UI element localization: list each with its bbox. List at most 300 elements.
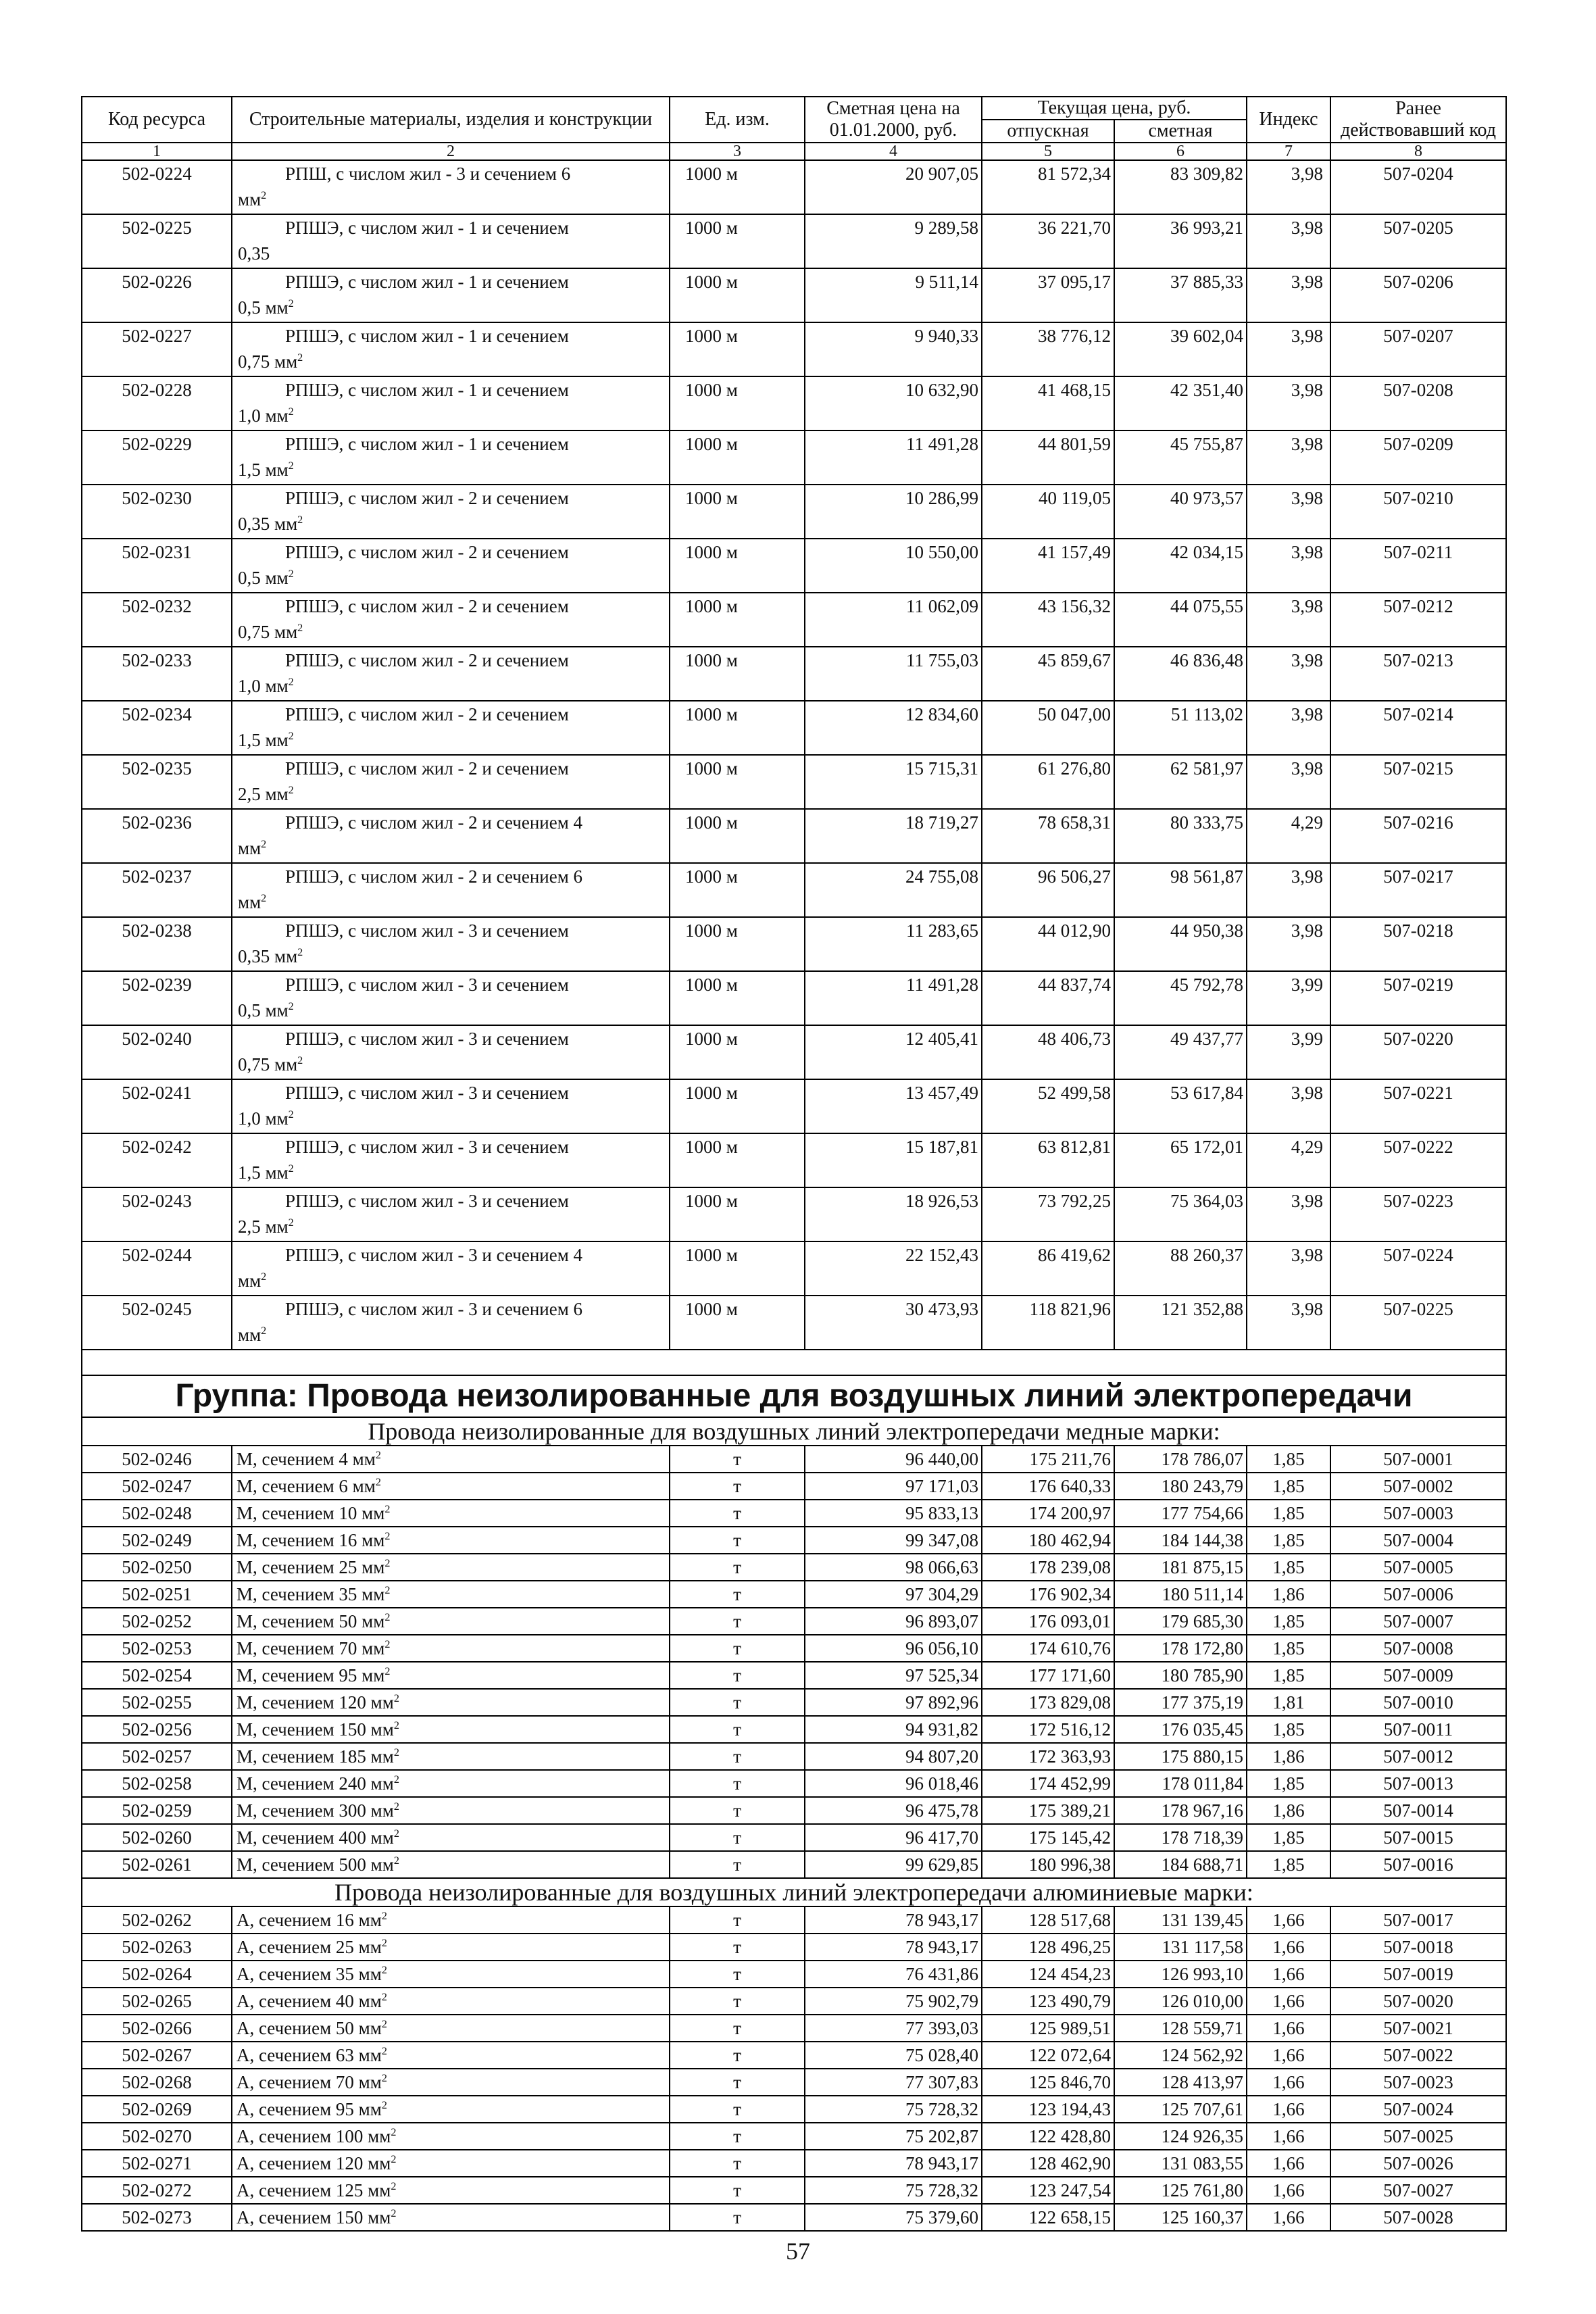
release-price: 37 095,17 [982,268,1114,322]
price-2000: 18 926,53 [805,1187,982,1241]
unit: 1000 м [670,809,805,863]
index-value: 1,85 [1247,1473,1330,1500]
material-name: А, сечением 125 $мм^2$ [232,2177,670,2204]
estimate-price: 125 707,61 [1114,2096,1247,2123]
material-name-line1: РПШЭ, с числом жил - 1 и сечением [285,380,569,400]
index-value: 1,81 [1247,1689,1330,1716]
price-table [81,96,1507,2232]
index-value: 3,99 [1247,1025,1330,1079]
material-name-line2: 1,5 $мм^2$ [238,1162,294,1183]
material-name-line1: РПШ, с числом жил - 3 и сечением 6 [285,164,571,184]
release-price: 178 239,08 [982,1554,1114,1581]
estimate-price: 44 075,55 [1114,593,1247,647]
table-row [82,1446,1506,1473]
material-name: М, сечением 10 $мм^2$ [232,1500,670,1527]
material-name: М, сечением 35 $мм^2$ [232,1581,670,1608]
column-number: 2 [232,143,670,160]
material-name: А, сечением 100 $мм^2$ [232,2123,670,2150]
release-price: 36 221,70 [982,214,1114,268]
material-name [232,1241,670,1296]
group-title: Группа: Провода неизолированные для воздушных линий электропередачи [82,1375,1506,1417]
resource-code: 502-0256 [82,1716,232,1743]
resource-code: 502-0237 [82,863,232,917]
old-code: 507-0014 [1330,1797,1506,1824]
release-price: 128 462,90 [982,2150,1114,2177]
price-2000: 11 491,28 [805,971,982,1025]
estimate-price: 80 333,75 [1114,809,1247,863]
resource-code: 502-0250 [82,1554,232,1581]
estimate-price: 178 172,80 [1114,1635,1247,1662]
unit: т [670,1608,805,1635]
index-value: 1,66 [1247,2123,1330,2150]
resource-code: 502-0240 [82,1025,232,1079]
material-name-line1: РПШЭ, с числом жил - 3 и сечением 6 [285,1299,583,1319]
copper-rows [82,1446,1506,1878]
material-name-line2: 0,35 [238,243,270,264]
old-code: 507-0016 [1330,1851,1506,1878]
table-row [82,1581,1506,1608]
estimate-price: 44 950,38 [1114,917,1247,971]
index-value: 1,85 [1247,1716,1330,1743]
material-name [232,971,670,1025]
material-name [232,1079,670,1133]
old-code: 507-0221 [1330,1079,1506,1133]
release-price: 40 119,05 [982,485,1114,539]
table-row [82,2096,1506,2123]
estimate-price: 42 351,40 [1114,376,1247,430]
resource-code: 502-0268 [82,2069,232,2096]
unit: 1000 м [670,701,805,755]
estimate-price: 124 562,92 [1114,2042,1247,2069]
resource-code: 502-0260 [82,1824,232,1851]
index-value: 1,66 [1247,2015,1330,2042]
old-code: 507-0209 [1330,430,1506,485]
old-code: 507-0208 [1330,376,1506,430]
material-name: А, сечением 25 $мм^2$ [232,1934,670,1961]
price-2000: 78 943,17 [805,1934,982,1961]
table-row [82,539,1506,593]
price-2000: 99 629,85 [805,1851,982,1878]
material-name: М, сечением 50 $мм^2$ [232,1608,670,1635]
release-price: 86 419,62 [982,1241,1114,1296]
material-name-line1: РПШЭ, с числом жил - 2 и сечением [285,596,569,616]
old-code: 507-0002 [1330,1473,1506,1500]
index-value: 3,98 [1247,485,1330,539]
index-value: 1,85 [1247,1500,1330,1527]
estimate-price: 128 559,71 [1114,2015,1247,2042]
release-price: 45 859,67 [982,647,1114,701]
estimate-price: 184 144,38 [1114,1527,1247,1554]
release-price: 124 454,23 [982,1961,1114,1988]
old-code: 507-0214 [1330,701,1506,755]
release-price: 123 247,54 [982,2177,1114,2204]
material-name [232,485,670,539]
material-name [232,755,670,809]
unit: т [670,1797,805,1824]
material-name-line2: $мм^2$ [238,1325,267,1345]
cable-rows [82,160,1506,1350]
price-2000: 10 632,90 [805,376,982,430]
material-name-line2: 0,75 $мм^2$ [238,1054,303,1075]
material-name: М, сечением 25 $мм^2$ [232,1554,670,1581]
index-value: 1,86 [1247,1797,1330,1824]
unit: т [670,1527,805,1554]
copper-subtitle: Провода неизолированные для воздушных линий электропередачи медные марки: [82,1417,1506,1446]
table-row [82,1187,1506,1241]
resource-code: 502-0266 [82,2015,232,2042]
table-row [82,430,1506,485]
material-name: М, сечением 400 $мм^2$ [232,1824,670,1851]
material-name-line2: 0,5 $мм^2$ [238,568,294,588]
material-name-line1: РПШЭ, с числом жил - 2 и сечением 4 [285,812,583,833]
material-name: А, сечением 40 $мм^2$ [232,1988,670,2015]
release-price: 125 989,51 [982,2015,1114,2042]
index-value: 1,66 [1247,2177,1330,2204]
release-price: 176 902,34 [982,1581,1114,1608]
table-row [82,1608,1506,1635]
release-price: 118 821,96 [982,1296,1114,1350]
material-name-line2: 1,0 $мм^2$ [238,1108,294,1129]
index-value: 3,98 [1247,701,1330,755]
material-name-line1: РПШЭ, с числом жил - 3 и сечением [285,1137,569,1157]
unit: 1000 м [670,1133,805,1187]
price-2000: 95 833,13 [805,1500,982,1527]
estimate-price: 179 685,30 [1114,1608,1247,1635]
price-2000: 11 062,09 [805,593,982,647]
unit: 1000 м [670,430,805,485]
unit: 1000 м [670,593,805,647]
price-2000: 78 943,17 [805,1906,982,1934]
resource-code: 502-0224 [82,160,232,214]
material-name-line1: РПШЭ, с числом жил - 1 и сечением [285,272,569,292]
estimate-price: 46 836,48 [1114,647,1247,701]
material-name-line2: 0,5 $мм^2$ [238,1000,294,1020]
release-price: 44 801,59 [982,430,1114,485]
unit: 1000 м [670,1296,805,1350]
release-price: 128 496,25 [982,1934,1114,1961]
index-value: 3,98 [1247,1187,1330,1241]
unit: т [670,1554,805,1581]
resource-code: 502-0234 [82,701,232,755]
release-price: 43 156,32 [982,593,1114,647]
old-code: 507-0018 [1330,1934,1506,1961]
index-value: 3,99 [1247,971,1330,1025]
estimate-price: 131 083,55 [1114,2150,1247,2177]
material-name-line2: 0,5 $мм^2$ [238,297,294,318]
table-row [82,1635,1506,1662]
material-name-line2: $мм^2$ [238,189,267,210]
material-name-line1: РПШЭ, с числом жил - 3 и сечением [285,920,569,941]
release-price: 173 829,08 [982,1689,1114,1716]
material-name-line2: 2,5 $мм^2$ [238,784,294,804]
unit: 1000 м [670,971,805,1025]
unit: 1000 м [670,214,805,268]
price-2000: 97 171,03 [805,1473,982,1500]
material-name: М, сечением 240 $мм^2$ [232,1770,670,1797]
table-row [82,1851,1506,1878]
unit: 1000 м [670,647,805,701]
resource-code: 502-0227 [82,322,232,376]
table-row [82,2123,1506,2150]
release-price: 125 846,70 [982,2069,1114,2096]
material-name-line1: РПШЭ, с числом жил - 1 и сечением [285,326,569,346]
old-code: 507-0206 [1330,268,1506,322]
resource-code: 502-0247 [82,1473,232,1500]
index-value: 1,85 [1247,1851,1330,1878]
unit: т [670,2096,805,2123]
release-price: 175 211,76 [982,1446,1114,1473]
table-row [82,1934,1506,1961]
release-price: 44 837,74 [982,971,1114,1025]
material-name [232,1296,670,1350]
table-row [82,268,1506,322]
release-price: 176 093,01 [982,1608,1114,1635]
resource-code: 502-0261 [82,1851,232,1878]
resource-code: 502-0232 [82,593,232,647]
material-name [232,647,670,701]
old-code: 507-0218 [1330,917,1506,971]
unit: т [670,1851,805,1878]
material-name: М, сечением 150 $мм^2$ [232,1716,670,1743]
release-price: 41 157,49 [982,539,1114,593]
estimate-price: 62 581,97 [1114,755,1247,809]
index-value: 1,66 [1247,2096,1330,2123]
unit: т [670,1906,805,1934]
resource-code: 502-0225 [82,214,232,268]
material-name-line1: РПШЭ, с числом жил - 3 и сечением [285,975,569,995]
material-name: А, сечением 16 $мм^2$ [232,1906,670,1934]
table-row [82,1241,1506,1296]
price-2000: 13 457,49 [805,1079,982,1133]
release-price: 177 171,60 [982,1662,1114,1689]
material-name-line2: 1,0 $мм^2$ [238,676,294,696]
material-name: М, сечением 185 $мм^2$ [232,1743,670,1770]
material-name: А, сечением 35 $мм^2$ [232,1961,670,1988]
estimate-price: 180 511,14 [1114,1581,1247,1608]
release-price: 123 490,79 [982,1988,1114,2015]
material-name-line2: 0,35 $мм^2$ [238,946,303,966]
release-price: 175 145,42 [982,1824,1114,1851]
old-code: 507-0006 [1330,1581,1506,1608]
material-name-line1: РПШЭ, с числом жил - 1 и сечением [285,218,569,238]
resource-code: 502-0259 [82,1797,232,1824]
material-name: А, сечением 150 $мм^2$ [232,2204,670,2231]
header-price-2000: Сметная цена на 01.01.2000, руб. [805,97,982,143]
material-name [232,701,670,755]
table-row [82,1079,1506,1133]
column-number: 1 [82,143,232,160]
price-2000: 15 187,81 [805,1133,982,1187]
unit: т [670,1824,805,1851]
material-name-line1: РПШЭ, с числом жил - 3 и сечением [285,1083,569,1103]
resource-code: 502-0271 [82,2150,232,2177]
old-code: 507-0217 [1330,863,1506,917]
aluminum-rows [82,1906,1506,2231]
unit: т [670,1988,805,2015]
resource-code: 502-0235 [82,755,232,809]
price-2000: 11 283,65 [805,917,982,971]
release-price: 52 499,58 [982,1079,1114,1133]
estimate-price: 75 364,03 [1114,1187,1247,1241]
resource-code: 502-0272 [82,2177,232,2204]
table-row [82,1689,1506,1716]
price-2000: 77 393,03 [805,2015,982,2042]
release-price: 63 812,81 [982,1133,1114,1187]
index-value: 3,98 [1247,214,1330,268]
index-value: 1,85 [1247,1608,1330,1635]
old-code: 507-0225 [1330,1296,1506,1350]
release-price: 174 452,99 [982,1770,1114,1797]
unit: т [670,2150,805,2177]
index-value: 1,85 [1247,1527,1330,1554]
estimate-price: 125 160,37 [1114,2204,1247,2231]
material-name: А, сечением 50 $мм^2$ [232,2015,670,2042]
estimate-price: 53 617,84 [1114,1079,1247,1133]
release-price: 172 516,12 [982,1716,1114,1743]
price-2000: 15 715,31 [805,755,982,809]
material-name: М, сечением 70 $мм^2$ [232,1635,670,1662]
price-2000: 9 511,14 [805,268,982,322]
table-row [82,2069,1506,2096]
index-value: 1,85 [1247,1824,1330,1851]
estimate-price: 180 243,79 [1114,1473,1247,1500]
unit: 1000 м [670,268,805,322]
unit: т [670,1743,805,1770]
header-release-price: отпускная [982,120,1114,143]
estimate-price: 180 785,90 [1114,1662,1247,1689]
resource-code: 502-0242 [82,1133,232,1187]
estimate-price: 128 413,97 [1114,2069,1247,2096]
resource-code: 502-0230 [82,485,232,539]
estimate-price: 176 035,45 [1114,1716,1247,1743]
material-name-line2: 0,75 $мм^2$ [238,622,303,642]
material-name-line2: 1,0 $мм^2$ [238,405,294,426]
price-2000: 76 431,86 [805,1961,982,1988]
index-value: 3,98 [1247,647,1330,701]
header-resource-code: Код ресурса [82,97,232,143]
material-name-line2: $мм^2$ [238,838,267,858]
estimate-price: 36 993,21 [1114,214,1247,268]
estimate-price: 83 309,82 [1114,160,1247,214]
price-2000: 75 028,40 [805,2042,982,2069]
old-code: 507-0010 [1330,1689,1506,1716]
index-value: 1,86 [1247,1743,1330,1770]
table-header [82,97,1506,160]
material-name-line2: $мм^2$ [238,892,267,912]
estimate-price: 177 754,66 [1114,1500,1247,1527]
unit: т [670,1689,805,1716]
table-row [82,160,1506,214]
estimate-price: 178 011,84 [1114,1770,1247,1797]
old-code: 507-0020 [1330,1988,1506,2015]
resource-code: 502-0273 [82,2204,232,2231]
resource-code: 502-0238 [82,917,232,971]
index-value: 3,98 [1247,863,1330,917]
old-code: 507-0011 [1330,1716,1506,1743]
price-2000: 75 902,79 [805,1988,982,2015]
price-2000: 75 728,32 [805,2177,982,2204]
price-2000: 12 834,60 [805,701,982,755]
release-price: 38 776,12 [982,322,1114,376]
index-value: 3,98 [1247,160,1330,214]
old-code: 507-0019 [1330,1961,1506,1988]
release-price: 81 572,34 [982,160,1114,214]
old-code: 507-0220 [1330,1025,1506,1079]
old-code: 507-0023 [1330,2069,1506,2096]
material-name: М, сечением 16 $мм^2$ [232,1527,670,1554]
price-2000: 11 755,03 [805,647,982,701]
material-name-line1: РПШЭ, с числом жил - 2 и сечением [285,488,569,508]
unit: т [670,1934,805,1961]
index-value: 1,85 [1247,1770,1330,1797]
resource-code: 502-0253 [82,1635,232,1662]
price-2000: 96 056,10 [805,1635,982,1662]
material-name [232,268,670,322]
price-2000: 20 907,05 [805,160,982,214]
resource-code: 502-0241 [82,1079,232,1133]
old-code: 507-0004 [1330,1527,1506,1554]
material-name-line2: 0,35 $мм^2$ [238,514,303,534]
release-price: 61 276,80 [982,755,1114,809]
resource-code: 502-0252 [82,1608,232,1635]
estimate-price: 131 117,58 [1114,1934,1247,1961]
resource-code: 502-0265 [82,1988,232,2015]
resource-code: 502-0228 [82,376,232,430]
estimate-price: 125 761,80 [1114,2177,1247,2204]
release-price: 122 658,15 [982,2204,1114,2231]
estimate-price: 184 688,71 [1114,1851,1247,1878]
price-2000: 97 304,29 [805,1581,982,1608]
unit: 1000 м [670,917,805,971]
price-2000: 75 379,60 [805,2204,982,2231]
material-name: М, сечением 500 $мм^2$ [232,1851,670,1878]
resource-code: 502-0245 [82,1296,232,1350]
material-name-line1: РПШЭ, с числом жил - 2 и сечением [285,650,569,670]
table-row [82,1025,1506,1079]
index-value: 1,66 [1247,2042,1330,2069]
index-value: 3,98 [1247,322,1330,376]
group-section [82,1350,1506,1446]
price-2000: 78 943,17 [805,2150,982,2177]
price-2000: 99 347,08 [805,1527,982,1554]
estimate-price: 124 926,35 [1114,2123,1247,2150]
estimate-price: 178 967,16 [1114,1797,1247,1824]
unit: т [670,1635,805,1662]
header-old-code: Ранее действовавший код [1330,97,1506,143]
material-name [232,539,670,593]
estimate-price: 88 260,37 [1114,1241,1247,1296]
resource-code: 502-0246 [82,1446,232,1473]
estimate-price: 98 561,87 [1114,863,1247,917]
resource-code: 502-0239 [82,971,232,1025]
index-value: 4,29 [1247,1133,1330,1187]
index-value: 3,98 [1247,755,1330,809]
table-row [82,917,1506,971]
material-name-line1: РПШЭ, с числом жил - 3 и сечением 4 [285,1245,583,1265]
resource-code: 502-0254 [82,1662,232,1689]
release-price: 123 194,43 [982,2096,1114,2123]
old-code: 507-0215 [1330,755,1506,809]
table-row [82,1554,1506,1581]
unit: т [670,1473,805,1500]
unit: 1000 м [670,1187,805,1241]
release-price: 41 468,15 [982,376,1114,430]
old-code: 507-0219 [1330,971,1506,1025]
old-code: 507-0012 [1330,1743,1506,1770]
price-2000: 94 807,20 [805,1743,982,1770]
price-2000: 94 931,82 [805,1716,982,1743]
estimate-price: 178 718,39 [1114,1824,1247,1851]
